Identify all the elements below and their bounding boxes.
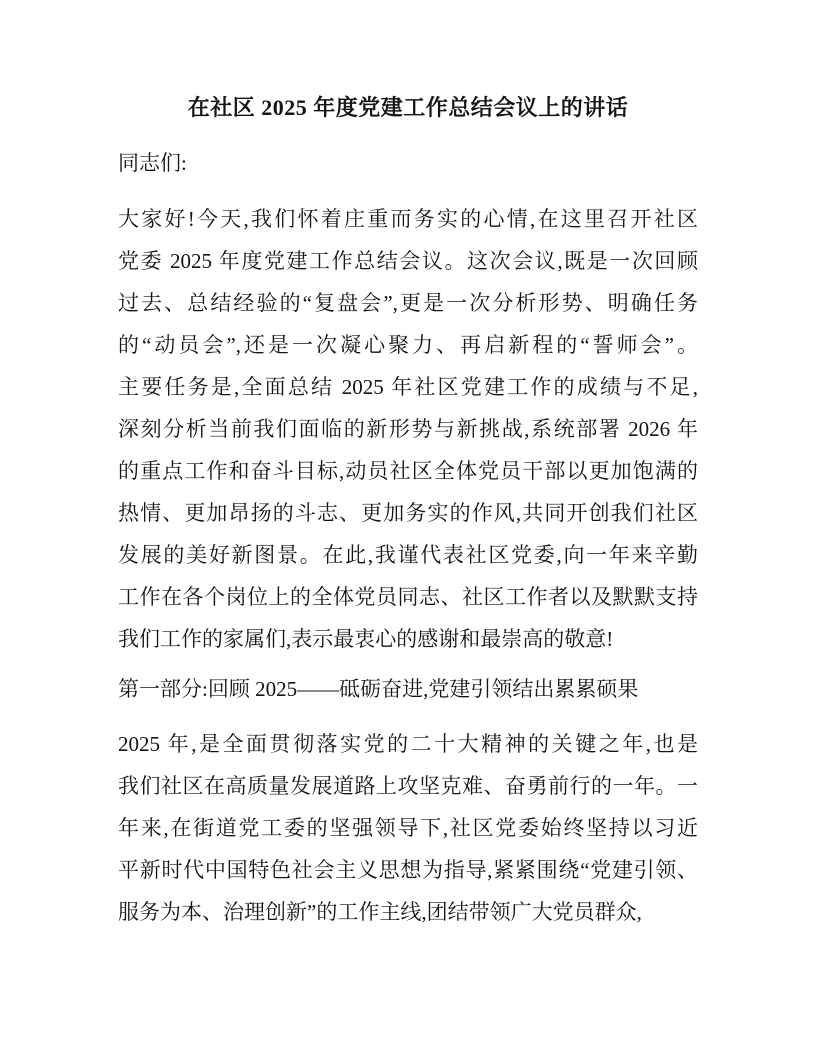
- text-line: 的重点工作和奋斗目标,动员社区全体党员干部以更加饱满的: [118, 459, 698, 483]
- salutation: 同志们:: [118, 151, 187, 175]
- text-line: 平新时代中国特色社会主义思想为指导,紧紧围绕“党建引领、: [118, 858, 698, 882]
- text-line: 深刻分析当前我们面临的新形势与新挑战,系统部署 2026 年: [118, 417, 698, 441]
- text-line: 党委 2025 年度党建工作总结会议。这次会议,既是一次回顾: [118, 249, 698, 273]
- text-line: 我们社区在高质量发展道路上攻坚克难、奋勇前行的一年。一: [118, 774, 698, 798]
- text-line: 服务为本、治理创新”的工作主线,团结带领广大党员群众,: [118, 900, 642, 924]
- text-line: 发展的美好新图景。在此,我谨代表社区党委,向一年来辛勤: [118, 543, 698, 567]
- opening-paragraph: [118, 198, 698, 660]
- section-one-paragraph: [118, 723, 698, 933]
- text-line: 过去、总结经验的“复盘会”,更是一次分析形势、明确任务: [118, 291, 698, 315]
- section-one-heading: [118, 668, 698, 710]
- document-content: [118, 0, 698, 933]
- text-line: 的“动员会”,还是一次凝心聚力、再启新程的“誓师会”。: [118, 333, 698, 357]
- document-title: 在社区 2025 年度党建工作总结会议上的讲话: [187, 95, 629, 120]
- text-line: 第一部分:回顾 2025——砥砺奋进,党建引领结出累累硕果: [118, 677, 639, 701]
- text-line: 我们工作的家属们,表示最衷心的感谢和最崇高的敬意!: [118, 627, 614, 651]
- text-line: 2025 年,是全面贯彻落实党的二十大精神的关键之年,也是: [118, 732, 698, 756]
- text-line: 大家好!今天,我们怀着庄重而务实的心情,在这里召开社区: [118, 207, 698, 231]
- text-line: 工作在各个岗位上的全体党员同志、社区工作者以及默默支持: [118, 585, 698, 609]
- text-line: 热情、更加昂扬的斗志、更加务实的作风,共同开创我们社区: [118, 501, 698, 525]
- text-line: 主要任务是,全面总结 2025 年社区党建工作的成绩与不足,: [118, 375, 698, 399]
- text-line: 年来,在街道党工委的坚强领导下,社区党委始终坚持以习近: [118, 816, 698, 840]
